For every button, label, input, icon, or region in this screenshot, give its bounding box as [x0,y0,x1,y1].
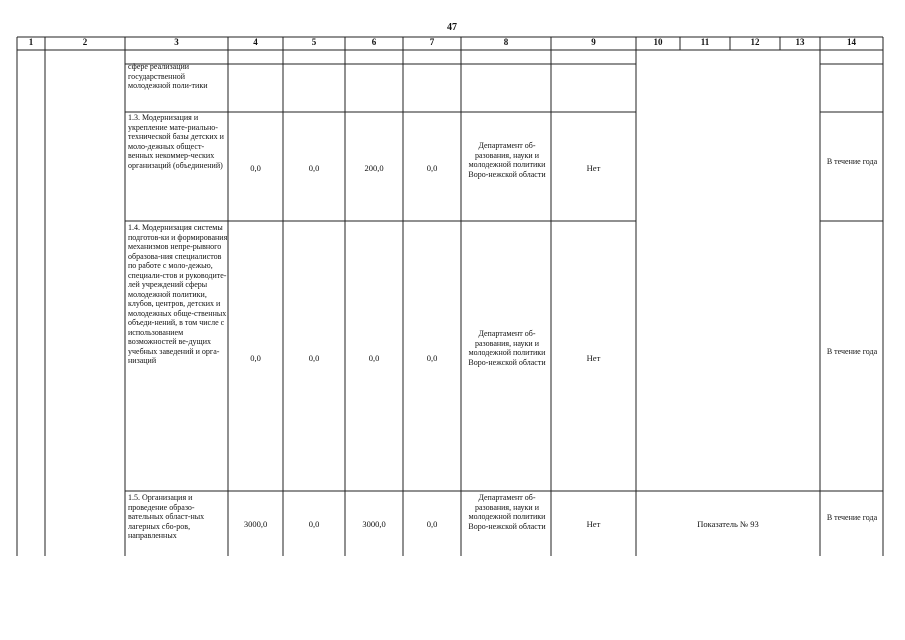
row-3-col4: 3000,0 [243,519,268,529]
row-3-indicator: Показатель № 93 [697,519,759,529]
col-header-8: 8 [503,37,509,47]
row-2-col5: 0,0 [308,353,320,363]
col-header-12: 12 [750,37,760,47]
row-1-deadline: В течение года [826,157,878,166]
col-header-9: 9 [591,37,596,47]
row-3-col6: 3000,0 [362,519,386,529]
col-header-1: 1 [28,37,34,47]
col-header-6: 6 [371,37,377,47]
row-1-description: 1.3. Модернизация и укрепление мате-риально-технической базы детских и моло-дежных общест-венных некоммер-ческих организаций (объединений) [128,113,224,170]
row-2-col4: 0,0 [250,353,261,363]
row-2-description: 1.4. Модернизация системы подготов-ки и формирования механизмов непре-рывного образова-ния специалистов по работе с моло-дежью, специали-стов и руководите-лей учреждений сферы молодежной политики, клубов, центров, детских и молодежных обще-ственных объеди-нений, в том числе с использованием возможностей ве-дущих учебных заведений и орга-низаций [128,223,228,365]
col-header-4: 4 [253,37,258,47]
col-header-7: 7 [429,37,435,47]
row-2-responsible: Департамент об-разования, науки и молодежной политики Воро-нежской области [468,329,546,367]
budget-table [15,36,885,556]
col-header-2: 2 [82,37,88,47]
row-1-col9: Нет [586,163,601,173]
row-2-col9: Нет [586,353,601,363]
row-1-responsible: Департамент об-разования, науки и молодежной политики Воро-нежской области [468,141,546,179]
row-3-col7: 0,0 [426,519,438,529]
row-1-col7: 0,0 [426,163,438,173]
row-2-col7: 0,0 [426,353,438,363]
row-0-description: сфере реализации государственной молодежной поли-тики [128,62,208,90]
row-3-col5: 0,0 [308,519,320,529]
col-header-10: 10 [653,37,663,47]
col-header-14: 14 [847,37,856,47]
row-1-col4: 0,0 [250,163,261,173]
row-2-deadline: В течение года [826,347,878,356]
row-1-col5: 0,0 [308,163,320,173]
col-header-11: 11 [700,37,710,47]
page-number: 47 [447,22,457,33]
row-2-col6: 0,0 [368,353,380,363]
row-1-col6: 200,0 [364,163,384,173]
row-3-col9: Нет [586,519,601,529]
row-3-description: 1.5. Организация и проведение образо-вательных област-ных лагерных сбо-ров, направленных [128,493,205,540]
col-header-5: 5 [311,37,317,47]
col-header-3: 3 [174,37,179,47]
row-3-responsible: Департамент об-разования, науки и молодежной политики Воро-нежской области [468,493,546,531]
col-header-13: 13 [795,37,805,47]
row-3-deadline: В течение года [826,513,878,522]
